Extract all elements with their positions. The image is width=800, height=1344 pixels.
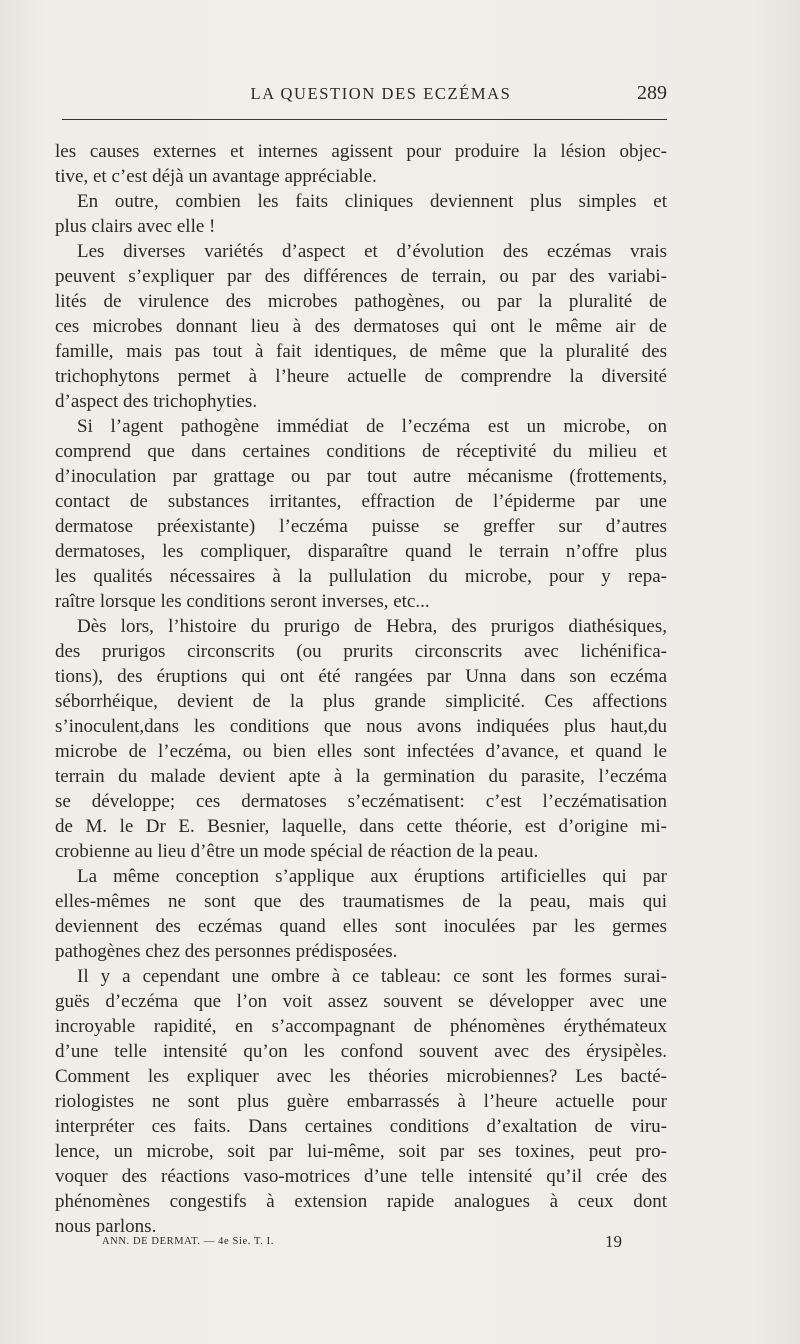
text-line: les qualités nécessaires à la pullulation du microbe, pour y repa- <box>55 566 667 587</box>
body-text <box>55 139 667 1239</box>
text-line: interpréter ces faits. Dans certaines conditions d’exaltation de viru- <box>55 1116 667 1137</box>
text-line: terrain du malade devient apte à la germination du parasite, l’eczéma <box>55 766 667 787</box>
signature-number: 19 <box>605 1232 622 1251</box>
text-line: deviennent des eczémas quand elles sont inoculées par les germes <box>55 916 667 937</box>
text-line: se développe; ces dermatoses s’eczématisent: c’est l’eczématisation <box>55 791 667 812</box>
text-line: guës d’eczéma que l’on voit assez souvent se développer avec une <box>55 991 667 1012</box>
text-line: d’une telle intensité qu’on les confond souvent avec des érysipèles. <box>55 1041 667 1062</box>
text-line: contact de substances irritantes, effraction de l’épiderme par une <box>55 491 667 512</box>
text-line: raître lorsque les conditions seront inverses, etc... <box>55 591 430 612</box>
text-line: lence, un microbe, soit par lui-même, soit par ses toxines, peut pro- <box>55 1141 667 1162</box>
text-line: Si l’agent pathogène immédiat de l’eczéma est un microbe, on <box>77 416 667 437</box>
text-line: Il y a cependant une ombre à ce tableau: ce sont les formes surai- <box>77 966 667 987</box>
printer-signature: ANN. DE DERMAT. — 4e Sie. T. I. <box>102 1236 275 1247</box>
text-line: En outre, combien les faits cliniques deviennent plus simples et <box>77 191 667 212</box>
text-line: trichophytons permet à l’heure actuelle de comprendre la diversité <box>55 366 667 387</box>
text-line: crobienne au lieu d’être un mode spécial de réaction de la peau. <box>55 841 539 862</box>
text-line: tive, et c’est déjà un avantage appréciable. <box>55 166 377 187</box>
text-line: comprend que dans certaines conditions de réceptivité du milieu et <box>55 441 667 462</box>
text-line: dermatose préexistante) l’eczéma puisse se greffer sur d’autres <box>55 516 667 537</box>
text-line: des prurigos circonscrits (ou prurits circonscrits avec lichénifica- <box>55 641 667 662</box>
text-line: microbe de l’eczéma, ou bien elles sont infectées d’avance, et quand le <box>55 741 667 762</box>
text-line: plus clairs avec elle ! <box>55 216 216 237</box>
text-line: Les diverses variétés d’aspect et d’évolution des eczémas vrais <box>77 241 667 262</box>
running-head <box>55 84 667 110</box>
text-line: Comment les expliquer avec les théories microbiennes? Les bacté- <box>55 1066 667 1087</box>
text-line: de M. le Dr E. Besnier, laquelle, dans cette théorie, est d’origine mi- <box>55 816 667 837</box>
text-line: incroyable rapidité, en s’accompagnant de phénomènes érythémateux <box>55 1016 667 1037</box>
text-line: La même conception s’applique aux éruptions artificielles qui par <box>77 866 667 887</box>
text-line: séborrhéique, devient de la plus grande simplicité. Ces affections <box>55 691 667 712</box>
text-line: voquer des réactions vaso-motrices d’une telle intensité qu’il crée des <box>55 1166 667 1187</box>
text-line: riologistes ne sont plus guère embarrassés à l’heure actuelle pour <box>55 1091 667 1112</box>
text-line: pathogènes chez des personnes prédisposées. <box>55 941 398 962</box>
page-number: 289 <box>637 82 667 104</box>
text-line: tions), des éruptions qui ont été rangées par Unna dans son eczéma <box>55 666 667 687</box>
text-line: d’inoculation par grattage ou par tout autre mécanisme (frottements, <box>55 466 667 487</box>
running-head-title: LA QUESTION DES ECZÉMAS <box>250 84 512 103</box>
page-footer <box>102 1232 622 1254</box>
text-line: ces microbes donnant lieu à des dermatoses qui ont le même air de <box>55 316 667 337</box>
text-line: famille, mais pas tout à fait identiques, de même que la pluralité des <box>55 341 667 362</box>
text-line: phénomènes congestifs à extension rapide analogues à ceux dont <box>55 1191 667 1212</box>
text-line: s’inoculent,dans les conditions que nous avons indiquées plus haut,du <box>55 716 667 737</box>
text-line: nous parlons. <box>55 1216 157 1237</box>
text-line: les causes externes et internes agissent pour produire la lésion objec- <box>55 141 667 162</box>
text-line: peuvent s’expliquer par des différences de terrain, ou par des variabi- <box>55 266 667 287</box>
text-line: lités de virulence des microbes pathogènes, ou par la pluralité de <box>55 291 667 312</box>
text-line: Dès lors, l’histoire du prurigo de Hebra, des prurigos diathésiques, <box>77 616 667 637</box>
text-line: d’aspect des trichophyties. <box>55 391 258 412</box>
header-rule <box>62 119 667 120</box>
text-line: elles-mêmes ne sont que des traumatismes de la peau, mais qui <box>55 891 667 912</box>
text-line: dermatoses, les compliquer, disparaître quand le terrain n’offre plus <box>55 541 667 562</box>
